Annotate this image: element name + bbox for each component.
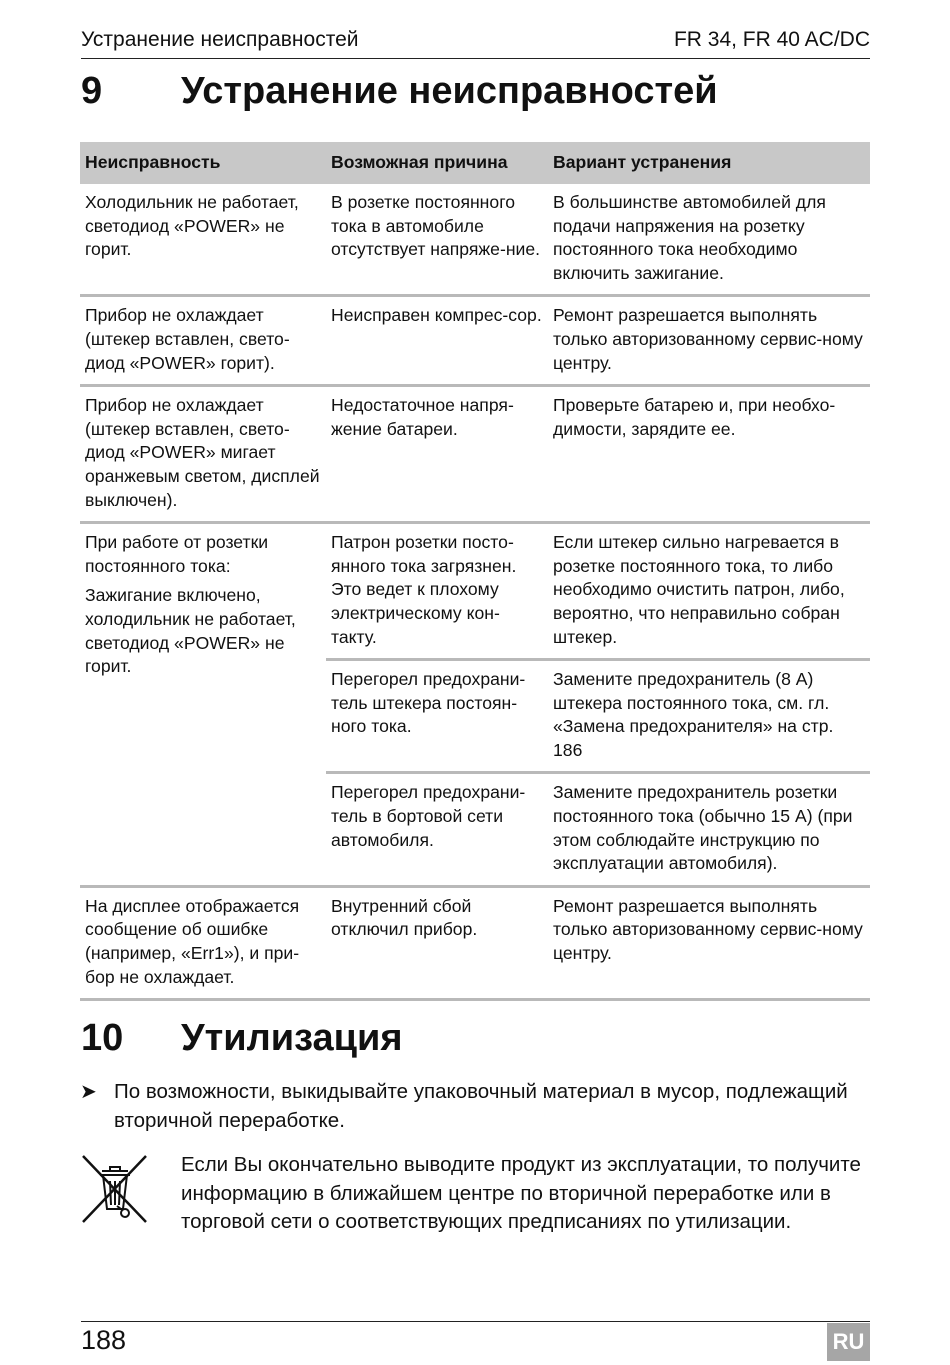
- fault-cell: Прибор не охлаждает (штекер вставлен, свето-диод «POWER» мигает оранжевым светом, дисплей выключен).: [80, 386, 326, 523]
- cause-cell: Внутренний сбой отключил прибор.: [326, 886, 548, 999]
- fix-cell: Проверьте батарею и, при необхо-димости, зарядите ее.: [548, 386, 870, 523]
- fault-text: Зажигание включено, холодильник не работает, светодиод «POWER» не горит.: [85, 585, 296, 677]
- table-row: [80, 184, 870, 296]
- page-number: 188: [81, 1325, 127, 1355]
- packaging-instruction: [80, 1078, 870, 1135]
- language-badge: RU: [827, 1323, 870, 1361]
- weee-notice-text: Если Вы окончательно выводите продукт из эксплуатации, то получите информацию в ближайшем центре по вторичной переработке или в торговой сети о соответствующих предписаниях по утилизации.: [181, 1153, 861, 1233]
- cause-cell: Недостаточное напря-жение батареи.: [326, 386, 548, 523]
- table-row: [80, 296, 870, 386]
- running-header-section: Устранение неисправностей: [81, 28, 359, 51]
- cause-cell: Перегорел предохрани-тель в бортовой сети автомобиля.: [326, 773, 548, 886]
- chapter-title: Устранение неисправностей: [181, 70, 718, 112]
- chapter-title: Утилизация: [181, 1017, 403, 1059]
- running-header: [81, 26, 870, 59]
- fault-cell: Холодильник не работает, светодиод «POWER» не горит.: [80, 184, 326, 296]
- table-header-row: [80, 142, 870, 184]
- fix-cell: Ремонт разрешается выполнять только авторизованному сервис-ному центру.: [548, 296, 870, 386]
- cause-cell: Патрон розетки посто-янного тока загрязнен. Это ведет к плохому электрическому кон-такту.: [326, 523, 548, 660]
- footer-divider: [81, 1321, 870, 1322]
- fix-cell: Замените предохранитель розетки постоянного тока (обычно 15 A) (при этом соблюдайте инструкцию по эксплуатации автомобиля).: [548, 773, 870, 886]
- fix-cell: Ремонт разрешается выполнять только авторизованному сервис-ному центру.: [548, 886, 870, 999]
- cause-cell: В розетке постоянного тока в автомобиле отсутствует напряже-ние.: [326, 184, 548, 296]
- cause-cell: Неисправен компрес-сор.: [326, 296, 548, 386]
- troubleshooting-table: [80, 142, 870, 1001]
- packaging-instruction-text: По возможности, выкидывайте упаковочный материал в мусор, подлежащий вторичной переработке.: [114, 1080, 848, 1132]
- weee-notice: [80, 1151, 870, 1237]
- disposal-section: [80, 1078, 870, 1237]
- column-header-fault: Неисправность: [80, 142, 326, 184]
- fix-cell: Замените предохранитель (8 A) штекера постоянного тока, см. гл. «Замена предохранителя» на стр. 186: [548, 660, 870, 773]
- table-row: [80, 523, 870, 660]
- fault-intro: При работе от розетки постоянного тока:: [85, 532, 269, 576]
- crossed-out-bin-icon: [80, 1153, 150, 1225]
- fix-cell: В большинстве автомобилей для подачи напряжения на розетку постоянного тока необходимо включить зажигание.: [548, 184, 870, 296]
- column-header-cause: Возможная причина: [326, 142, 548, 184]
- fault-cell: [80, 523, 326, 887]
- cause-cell: Перегорел предохрани-тель штекера постоян-ного тока.: [326, 660, 548, 773]
- chapter-number: 10: [81, 1017, 124, 1059]
- running-header-model: FR 34, FR 40 AC/DC: [673, 28, 870, 51]
- column-header-fix: Вариант устранения: [548, 142, 870, 184]
- chapter-number: 9: [81, 70, 103, 112]
- fault-cell: Прибор не охлаждает (штекер вставлен, свето-диод «POWER» горит).: [80, 296, 326, 386]
- fault-cell: На дисплее отображается сообщение об ошибке (например, «Err1»), и при-бор не охлаждает.: [80, 886, 326, 999]
- table-row: [80, 386, 870, 523]
- table-row: [80, 886, 870, 999]
- fix-cell: Если штекер сильно нагревается в розетке постоянного тока, то либо необходимо очистить патрон, либо, вероятно, что неправильно собран штекер.: [548, 523, 870, 660]
- arrow-right-icon: ➤: [80, 1081, 97, 1103]
